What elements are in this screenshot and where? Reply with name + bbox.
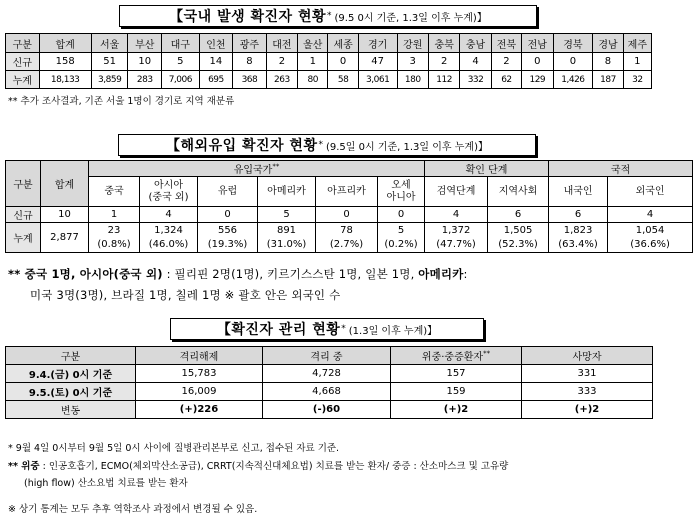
header-severe-cell (391, 347, 522, 365)
overseas-header-row-1 (6, 161, 693, 177)
cell: 32 (623, 71, 651, 89)
cell: 15,783 (136, 365, 263, 383)
sub-header-cell: 유럽 (198, 177, 258, 207)
sub-header-cell: 오세 아니아 (378, 177, 425, 207)
header-inflow-cell (89, 161, 425, 177)
header-cell: 전북 (491, 34, 521, 53)
cell: 10 (128, 53, 162, 71)
domestic-new-row (6, 53, 652, 71)
pct-cell: (0.8%) (89, 238, 140, 253)
cell: 47 (358, 53, 397, 71)
note-text-part: : (463, 267, 468, 281)
cell: 187 (593, 71, 623, 89)
domestic-header-row (6, 34, 652, 53)
header-cell: 경북 (553, 34, 593, 53)
cell: 4,668 (263, 383, 391, 401)
header-cell: 서울 (91, 34, 128, 53)
sub-header-cell: 내국인 (549, 177, 608, 207)
overseas-subtitle: (9.5일 0시 기준, 1.3일 이후 누계)】 (325, 141, 488, 153)
pct-cell: (36.6%) (608, 238, 693, 253)
pct-cell: (2.7%) (316, 238, 378, 253)
management-row-change (6, 401, 653, 419)
header-cell: 격리 중 (263, 347, 391, 365)
header-severe-star: ** (483, 349, 491, 358)
cell: (+)226 (136, 401, 263, 419)
overseas-header-row-2 (6, 177, 693, 207)
overseas-new-row (6, 207, 693, 223)
cell: 0 (316, 207, 378, 223)
domestic-title: 【국내 발생 확진자 현황 (169, 9, 326, 25)
cell: 263 (266, 71, 297, 89)
cell: 283 (128, 71, 162, 89)
header-cell: 국적 (549, 161, 693, 177)
cell: 2 (428, 53, 459, 71)
management-row-0905 (6, 383, 653, 401)
sub-header-cell: 아메리카 (258, 177, 316, 207)
pct-cell: (0.2%) (378, 238, 425, 253)
header-cell: 충북 (428, 34, 459, 53)
header-cell: 전남 (522, 34, 553, 53)
sub-header-cell: 아시아 (중국 외) (140, 177, 198, 207)
row-label: 신규 (6, 207, 41, 223)
header-cell: 경기 (358, 34, 397, 53)
cell: 10 (41, 207, 89, 223)
header-cell: 격리해제 (136, 347, 263, 365)
cell: 331 (522, 365, 653, 383)
header-cell: 합계 (39, 34, 91, 53)
domestic-title-box (119, 5, 537, 27)
cell: (-)60 (263, 401, 391, 419)
cell: 1,324 (140, 223, 198, 238)
header-cell: 경남 (593, 34, 623, 53)
row-label: 누계 (6, 71, 40, 89)
row-label: 누계 (6, 223, 41, 253)
header-cell: 부산 (128, 34, 162, 53)
cell: 4 (608, 207, 693, 223)
management-subtitle: (1.3일 이후 누계)】 (348, 325, 438, 337)
cell: 332 (460, 71, 491, 89)
footnote-2-line-1 (8, 458, 508, 472)
header-cell: 확인 단계 (425, 161, 549, 177)
header-cell: 대전 (266, 34, 297, 53)
overseas-cumulative-row (6, 223, 693, 238)
header-cell: 합계 (41, 161, 89, 207)
row-label: 9.5.(토) 0시 기준 (6, 383, 136, 401)
cell: 1,372 (425, 223, 488, 238)
footnote-1: * 9월 4일 0시부터 9월 5일 0시 사이에 질병관리본부로 신고, 접수된 자료 기준. (8, 443, 340, 454)
sub-header-cell: 검역단계 (425, 177, 488, 207)
pct-cell: (63.4%) (549, 238, 608, 253)
cell: 6 (488, 207, 549, 223)
overseas-percent-row (6, 238, 693, 253)
management-title: 【확진자 관리 현황 (216, 322, 341, 338)
footnote-3: ※ 상기 통계는 모두 추후 역학조사 과정에서 변경될 수 있음. (8, 504, 258, 515)
cell: 333 (522, 383, 653, 401)
cell: 556 (198, 223, 258, 238)
row-label: 9.4.(금) 0시 기준 (6, 365, 136, 383)
footnote-bold-part: ** 위중 (8, 461, 40, 472)
row-label: 변동 (6, 401, 136, 419)
pct-cell: (47.7%) (425, 238, 488, 253)
sub-header-cell: 중국 (89, 177, 140, 207)
cell: 180 (397, 71, 428, 89)
cell: 1 (623, 53, 651, 71)
cell: 4 (425, 207, 488, 223)
cell: 23 (89, 223, 140, 238)
cell: 891 (258, 223, 316, 238)
header-cell: 인천 (199, 34, 233, 53)
cell: 0 (328, 53, 358, 71)
pct-cell: (31.0%) (258, 238, 316, 253)
management-table (5, 346, 653, 419)
cell: 2 (266, 53, 297, 71)
cell: 1,823 (549, 223, 608, 238)
management-row-0904 (6, 365, 653, 383)
domestic-subtitle: (9.5 0시 기준, 1.3일 이후 누계)】 (334, 12, 487, 24)
cell: 6 (549, 207, 608, 223)
cell: 1,054 (608, 223, 693, 238)
header-cell: 강원 (397, 34, 428, 53)
domestic-cases-table (5, 33, 652, 89)
cell: 78 (316, 223, 378, 238)
row-label: 신규 (6, 53, 40, 71)
cell: 1,426 (553, 71, 593, 89)
header-cell: 대구 (161, 34, 199, 53)
management-title-box (170, 318, 484, 340)
note-text-part: : 필리핀 2명(1명), 키르기스스탄 1명, 일본 1명, (166, 267, 415, 281)
header-cell: 광주 (233, 34, 267, 53)
cell: 14 (199, 53, 233, 71)
domestic-title-star: * (327, 11, 332, 21)
cell: 3 (397, 53, 428, 71)
cell: 51 (91, 53, 128, 71)
cell: 5 (258, 207, 316, 223)
overseas-title-box (118, 134, 536, 156)
note-bold-part: 아메리카 (418, 267, 464, 281)
domestic-note: ** 추가 조사결과, 기존 서울 1명이 경기로 지역 재분류 (8, 96, 235, 107)
cell: 2 (491, 53, 521, 71)
pct-cell: (46.0%) (140, 238, 198, 253)
cell: 3,061 (358, 71, 397, 89)
sub-header-cell: 외국인 (608, 177, 693, 207)
header-cell: 제주 (623, 34, 651, 53)
overseas-note-line-2: 미국 3명(3명), 브라질 1명, 칠레 1명 ※ 괄호 안은 외국인 수 (30, 288, 341, 302)
overseas-title-star: * (318, 140, 323, 150)
cell: 80 (298, 71, 328, 89)
cell: 0 (522, 53, 553, 71)
pct-cell: (52.3%) (488, 238, 549, 253)
overseas-title: 【해외유입 확진자 현황 (166, 138, 318, 154)
cell: 2,877 (41, 223, 89, 253)
cell: 695 (199, 71, 233, 89)
cell: 368 (233, 71, 267, 89)
cell: 0 (378, 207, 425, 223)
header-cell: 울산 (298, 34, 328, 53)
cell: 8 (233, 53, 267, 71)
cell: 0 (198, 207, 258, 223)
management-header-row (6, 347, 653, 365)
cell: 16,009 (136, 383, 263, 401)
cell: 5 (378, 223, 425, 238)
cell: 7,006 (161, 71, 199, 89)
header-inflow-star: ** (272, 162, 280, 171)
header-inflow-label: 유입국가 (233, 165, 273, 176)
header-cell: 구분 (6, 34, 40, 53)
cell: 1 (89, 207, 140, 223)
header-cell: 충남 (460, 34, 491, 53)
cell: 158 (39, 53, 91, 71)
overseas-note-line-1 (8, 266, 468, 282)
header-severe-label: 위중·중증환자 (421, 352, 484, 363)
cell: 129 (522, 71, 553, 89)
cell: 4 (140, 207, 198, 223)
cell: 1 (298, 53, 328, 71)
footnote-text-part: : 인공호흡기, ECMO(체외막산소공급), CRRT(지속적신대체요법) 치료를 받는 환자/ 중증 : 산소마스크 및 고유량 (42, 461, 509, 472)
note-bold-part: ** 중국 1명, 아시아(중국 외) (8, 267, 163, 281)
management-title-star: * (341, 324, 346, 334)
cell: 62 (491, 71, 521, 89)
cell: 5 (161, 53, 199, 71)
overseas-cases-table (5, 160, 693, 253)
cell: (+)2 (391, 401, 522, 419)
cell: 58 (328, 71, 358, 89)
sub-header-cell: 아프리카 (316, 177, 378, 207)
cell: 4 (460, 53, 491, 71)
cell: 159 (391, 383, 522, 401)
header-cell: 구분 (6, 347, 136, 365)
cell: 8 (593, 53, 623, 71)
footnote-2-line-2: (high flow) 산소요법 치료를 받는 환자 (24, 478, 188, 489)
header-cell: 구분 (6, 161, 41, 207)
cell: 0 (553, 53, 593, 71)
cell: 112 (428, 71, 459, 89)
cell: (+)2 (522, 401, 653, 419)
pct-cell: (19.3%) (198, 238, 258, 253)
cell: 157 (391, 365, 522, 383)
header-cell: 사망자 (522, 347, 653, 365)
header-cell: 세종 (328, 34, 358, 53)
cell: 18,133 (39, 71, 91, 89)
sub-header-cell: 지역사회 (488, 177, 549, 207)
cell: 1,505 (488, 223, 549, 238)
cell: 4,728 (263, 365, 391, 383)
cell: 3,859 (91, 71, 128, 89)
domestic-cumulative-row (6, 71, 652, 89)
